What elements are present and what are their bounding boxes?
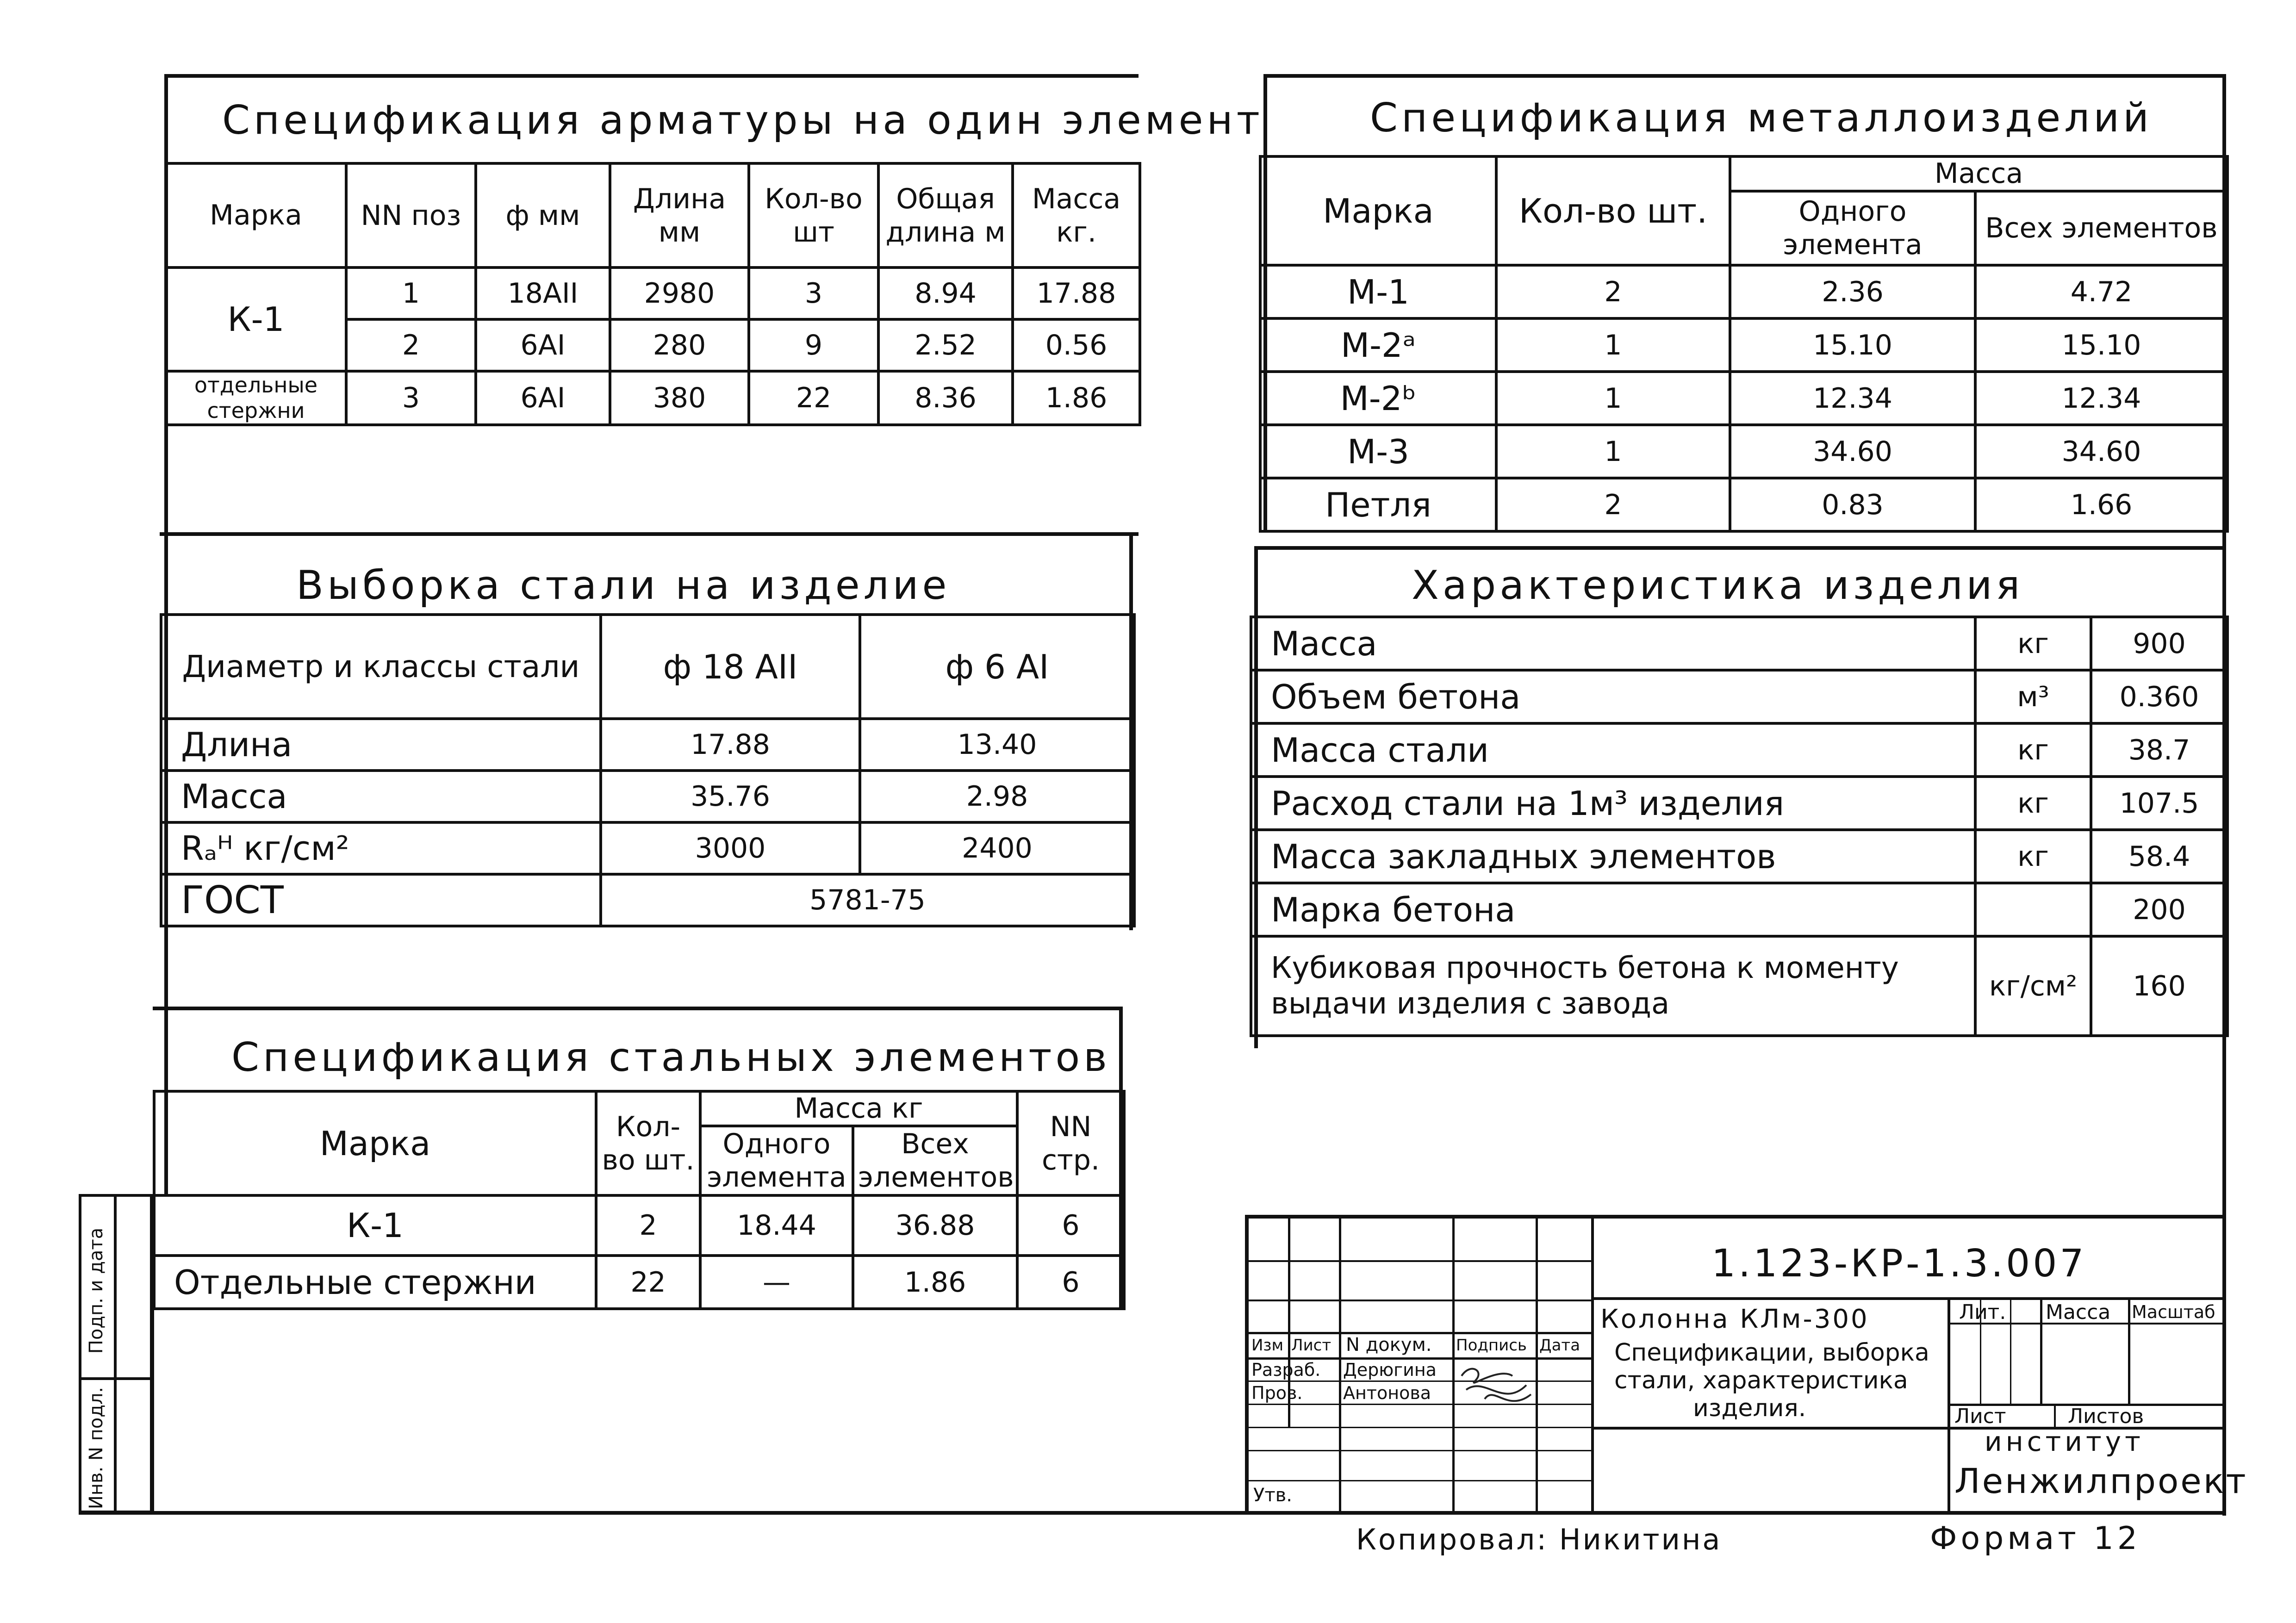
tb-desc-4: изделия.: [1693, 1394, 1806, 1422]
cell-unit: кг: [1975, 777, 2091, 830]
cell-unit: [1975, 883, 2091, 936]
cell-b: 2400: [860, 822, 1134, 874]
table-row: [166, 267, 1140, 319]
col-header-6ai: ф 6 АI: [860, 615, 1134, 719]
cell-mark: Отдельные стержни: [154, 1256, 596, 1309]
cell-unit: м³: [1975, 670, 2091, 723]
tb-row-line: [1591, 1297, 2226, 1300]
col-header-mass: Масса кг: [700, 1091, 1017, 1126]
section-divider: [160, 532, 1139, 536]
cell-total: 8.94: [878, 267, 1013, 319]
tb-row-line: [1249, 1427, 1591, 1428]
tb-row-line: [1249, 1404, 1591, 1405]
side-stamp: [79, 1194, 153, 1513]
tb-row-line: [1249, 1260, 1591, 1262]
product-char-table: [1250, 616, 2229, 1037]
cell-total: 8.36: [878, 371, 1013, 425]
table-row: [161, 874, 1134, 926]
tb-col-line: [1452, 1219, 1455, 1515]
row-label: Масса закладных элементов: [1251, 830, 1975, 883]
cell-page: 6: [1017, 1256, 1124, 1309]
col-header-all: Всех элементов: [1975, 191, 2228, 265]
tb-col-line: [1339, 1219, 1341, 1515]
frame-top-right: [1263, 74, 2226, 78]
cell-unit: кг/см²: [1975, 936, 2091, 1036]
cell-value: 58.4: [2091, 830, 2228, 883]
side-stamp-sign-date: Подп. и дата: [86, 1227, 107, 1354]
tb-row-line: [1249, 1480, 1591, 1481]
side-stamp-divider: [114, 1197, 117, 1511]
steel-selection-table: [160, 613, 1136, 927]
cell-value: 0.360: [2091, 670, 2228, 723]
tb-massa: Масса: [2046, 1300, 2111, 1324]
steel-elements-title: Спецификация стальных элементов: [231, 1034, 1111, 1081]
cell-one: 18.44: [700, 1195, 853, 1256]
table-row: [154, 1256, 1124, 1309]
table-row: [1260, 478, 2228, 531]
table-row: [1251, 617, 2228, 670]
cell-qty: 2: [1496, 265, 1730, 318]
cell-all: 34.60: [1975, 425, 2228, 478]
table-row: [1251, 670, 2228, 723]
row-label: Rₐᴴ кг/см²: [161, 822, 601, 874]
cell-qty: 22: [596, 1256, 700, 1309]
tb-col-line: [1948, 1297, 1950, 1515]
table-row: [1251, 777, 2228, 830]
cell-mark: К-1: [154, 1195, 596, 1256]
row-label: Длина: [161, 719, 601, 771]
cell-b: 13.40: [860, 719, 1134, 771]
col-header-pos: NN поз: [346, 163, 476, 267]
tb-h-podp: Подпись: [1456, 1336, 1527, 1355]
cell-mark: Петля: [1260, 478, 1496, 531]
cell-unit: кг: [1975, 617, 2091, 670]
rebar-spec-table: [164, 162, 1141, 426]
cell-mass: 1.86: [1013, 371, 1140, 425]
table-row: [1251, 830, 2228, 883]
metal-spec-title: Спецификация металлоизделий: [1370, 95, 2153, 141]
cell-mark: М-1: [1260, 265, 1496, 318]
section-divider: [153, 1007, 1122, 1010]
cell-all: 1.66: [1975, 478, 2228, 531]
frame-top-left: [164, 74, 1139, 78]
row-label: Кубиковая прочность бетона к моменту выдачи изделия с завода: [1251, 936, 1975, 1036]
steel-selection-title: Выборка стали на изделие: [296, 562, 951, 609]
table-row: [1260, 318, 2228, 372]
title-block: [1245, 1215, 2248, 1515]
col-header-mass: Масса кг.: [1013, 163, 1140, 267]
row-label: Объем бетона: [1251, 670, 1975, 723]
gost-value: 5781-75: [601, 874, 1134, 926]
cell-dia: 6АI: [476, 371, 610, 425]
cell-qty: 2: [596, 1195, 700, 1256]
tb-h-izm: Изм: [1251, 1336, 1284, 1355]
col-header-mark: Марка: [154, 1091, 596, 1195]
row-label: Расход стали на 1м³ изделия: [1251, 777, 1975, 830]
metal-spec-table: [1259, 155, 2229, 533]
cell-page: 6: [1017, 1195, 1124, 1256]
table-row: [1251, 936, 2228, 1036]
cell-b: 2.98: [860, 771, 1134, 822]
tb-code: 1.123-КР-1.3.007: [1711, 1242, 2087, 1286]
table-row: [1260, 425, 2228, 478]
tb-col-line: [1536, 1219, 1538, 1515]
cell-unit: кг: [1975, 830, 2091, 883]
table-row: [161, 771, 1134, 822]
col-header-mass: Масса: [1730, 156, 2228, 191]
col-header-one: Одного элемента: [1730, 191, 1975, 265]
col-header-qty: Кол-во шт.: [1496, 156, 1730, 265]
footer-format: Формат 12: [1930, 1520, 2141, 1557]
cell-len: 380: [610, 371, 749, 425]
tb-col-line: [2040, 1297, 2042, 1404]
table-row: [161, 822, 1134, 874]
cell-one: 12.34: [1730, 372, 1975, 425]
cell-one: 2.36: [1730, 265, 1975, 318]
col-header-qty: Кол-во шт: [749, 163, 878, 267]
tb-razr-label: Разраб.: [1251, 1360, 1321, 1380]
tb-row-line: [1249, 1300, 1591, 1301]
col-header-total-length: Общая длина м: [878, 163, 1013, 267]
col-header-18aii: ф 18 АII: [601, 615, 860, 719]
col-header-qty: Кол-во шт.: [596, 1091, 700, 1195]
tb-desc-1: Колонна КЛм-300: [1600, 1304, 1869, 1334]
cell-dia: 6АI: [476, 319, 610, 371]
tb-row-line: [1249, 1450, 1591, 1451]
cell-qty: 3: [749, 267, 878, 319]
cell-mark: М-2ᵃ: [1260, 318, 1496, 372]
tb-institute: институт: [1985, 1426, 2144, 1457]
tb-h-list: Лист: [1291, 1336, 1332, 1355]
side-stamp-inv: Инв. N подл.: [86, 1387, 107, 1510]
table-row: [1260, 372, 2228, 425]
col-header-mark: Марка: [1260, 156, 1496, 265]
cell-len: 2980: [610, 267, 749, 319]
signature-icon: [1457, 1357, 1536, 1418]
col-header-length: Длина мм: [610, 163, 749, 267]
cell-one: 0.83: [1730, 478, 1975, 531]
col-header-diameter: ф мм: [476, 163, 610, 267]
cell-one: 34.60: [1730, 425, 1975, 478]
col-header-mark: Марка: [166, 163, 346, 267]
tb-col-line: [2054, 1404, 2056, 1427]
table-row: [166, 371, 1140, 425]
tb-desc-3: стали, характеристика: [1614, 1367, 1908, 1394]
table-row: [161, 719, 1134, 771]
tb-utv-label: Утв.: [1253, 1485, 1292, 1506]
cell-value: 38.7: [2091, 723, 2228, 777]
cell-qty: 2: [1496, 478, 1730, 531]
steel-elements-table: [153, 1090, 1126, 1310]
cell-value: 160: [2091, 936, 2228, 1036]
tb-lit: Лит.: [1959, 1300, 2006, 1324]
cell-mass: 0.56: [1013, 319, 1140, 371]
tb-masshtab: Масштаб: [2132, 1302, 2215, 1322]
tb-col-line: [2128, 1297, 2130, 1404]
tb-list: Лист: [1954, 1405, 2006, 1428]
col-header-page: NN стр.: [1017, 1091, 1124, 1195]
tb-row-line: [1249, 1380, 1591, 1382]
table-row: [1251, 723, 2228, 777]
cell-value: 107.5: [2091, 777, 2228, 830]
cell-pos: 2: [346, 319, 476, 371]
cell-mark: К-1: [166, 267, 346, 371]
cell-dia: 18АII: [476, 267, 610, 319]
footer-copied: Копировал: Никитина: [1356, 1523, 1722, 1556]
product-char-title: Характеристика изделия: [1412, 562, 2024, 609]
cell-all: 15.10: [1975, 318, 2228, 372]
col-header-one: Одного элемента: [700, 1126, 853, 1195]
cell-a: 17.88: [601, 719, 860, 771]
cell-qty: 9: [749, 319, 878, 371]
cell-all: 36.88: [853, 1195, 1017, 1256]
cell-pos: 1: [346, 267, 476, 319]
table-row: [1260, 265, 2228, 318]
cell-all: 4.72: [1975, 265, 2228, 318]
cell-a: 35.76: [601, 771, 860, 822]
row-label: Масса: [161, 771, 601, 822]
gost-label: ГОСТ: [161, 874, 601, 926]
tb-col-line: [1591, 1219, 1594, 1515]
cell-one: —: [700, 1256, 853, 1309]
cell-total: 2.52: [878, 319, 1013, 371]
cell-one: 15.10: [1730, 318, 1975, 372]
tb-org: Ленжилпроект: [1954, 1461, 2248, 1501]
cell-qty: 1: [1496, 372, 1730, 425]
cell-a: 3000: [601, 822, 860, 874]
tb-prov-name: Антонова: [1343, 1383, 1431, 1403]
tb-h-data: Дата: [1539, 1336, 1580, 1355]
cell-qty: 1: [1496, 425, 1730, 478]
row-label: Масса стали: [1251, 723, 1975, 777]
cell-value: 200: [2091, 883, 2228, 936]
cell-mark: М-2ᵇ: [1260, 372, 1496, 425]
tb-prov-label: Пров.: [1251, 1383, 1303, 1403]
cell-mass: 17.88: [1013, 267, 1140, 319]
tb-razr-name: Дерюгина: [1343, 1360, 1437, 1380]
table-row: [154, 1195, 1124, 1256]
cell-mark: М-3: [1260, 425, 1496, 478]
col-header-diameter-class: Диаметр и классы стали: [161, 615, 601, 719]
tb-h-ndok: N докум.: [1346, 1334, 1432, 1356]
cell-len: 280: [610, 319, 749, 371]
cell-value: 900: [2091, 617, 2228, 670]
cell-pos: 3: [346, 371, 476, 425]
table-row: [1251, 883, 2228, 936]
section-divider: [1254, 546, 2226, 550]
cell-qty: 1: [1496, 318, 1730, 372]
cell-mark: отдельные стержни: [166, 371, 346, 425]
cell-all: 1.86: [853, 1256, 1017, 1309]
row-label: Марка бетона: [1251, 883, 1975, 936]
cell-unit: кг: [1975, 723, 2091, 777]
rebar-spec-title: Спецификация арматуры на один элемент: [222, 97, 1263, 143]
col-header-all: Всех элементов: [853, 1126, 1017, 1195]
tb-listov: Листов: [2068, 1405, 2144, 1428]
tb-desc-2: Спецификации, выборка: [1614, 1339, 1929, 1367]
tb-col-line: [2010, 1297, 2011, 1404]
cell-all: 12.34: [1975, 372, 2228, 425]
row-label: Масса: [1251, 617, 1975, 670]
cell-qty: 22: [749, 371, 878, 425]
